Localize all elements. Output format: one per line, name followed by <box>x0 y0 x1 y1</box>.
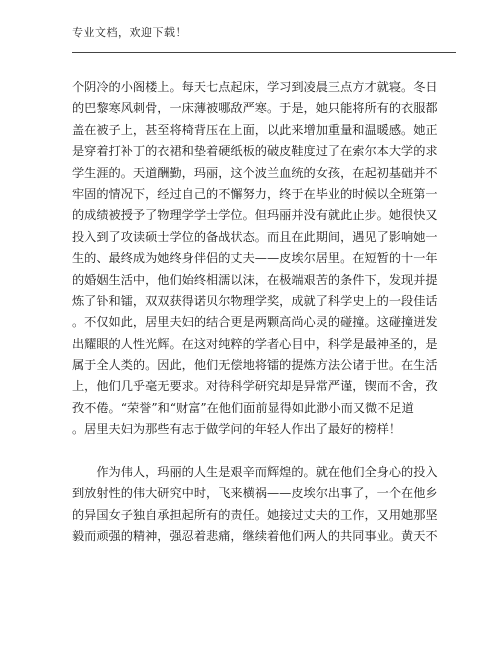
paragraph-1 <box>72 77 460 441</box>
text-line: 的婚姻生活中，他们始终相濡以沫，在极端艰苦的条件下，发现并提 <box>72 272 438 287</box>
text-line: 毅而顽强的精神，强忍着悲痛，继续着他们两人的共同事业。黄天不 <box>72 529 438 544</box>
text-line: 上，他们几乎毫无要求。对待科学研究却是异常严谨，锲而不舍，孜 <box>72 379 438 394</box>
text-line: 盖在被子上，甚至将椅背压在上面，以此来增加重量和温暖感。她正 <box>72 122 438 137</box>
page-header: 专业文档，欢迎下载！ <box>72 26 187 39</box>
text-line: 出耀眼的人性光辉。在这对纯粹的学者心目中，科学是最神圣的，是 <box>72 336 438 351</box>
text-line: 个阴冷的小阁楼上。每天七点起床，学习到凌晨三点方才就寝。冬日 <box>72 80 438 94</box>
document-body <box>72 77 460 548</box>
text-line: 作为伟人，玛丽的人生是艰辛而辉煌的。就在他们全身心的投入 <box>72 465 438 480</box>
text-line: 到放射性的伟大研究中时，飞来横祸——皮埃尔出事了，一个在他乡 <box>72 486 438 501</box>
text-line: 。不仅如此，居里夫妇的结合更是两颗高尚心灵的碰撞。这碰撞迸发 <box>72 315 438 330</box>
text-line: 炼了钋和镭，双双获得诺贝尔物理学奖，成就了科学史上的一段佳话 <box>72 293 438 308</box>
text-line: 是穿着打补丁的衣裙和垫着硬纸板的破皮鞋度过了在索尔本大学的求 <box>72 144 438 159</box>
text-line: 学生涯的。天道酬勤，玛丽，这个波兰血统的女孩，在起初基础并不 <box>72 165 438 180</box>
text-line: 的巴黎寒风刺骨，一床薄被哪敌严寒。于是，她只能将所有的衣服都 <box>72 101 438 116</box>
text-line: 的成绩被授予了物理学学士学位。但玛丽并没有就此止步。她很快又 <box>72 208 438 223</box>
text-line: 牢固的情况下，经过自己的不懈努力，终于在毕业的时候以全班第一 <box>72 186 438 201</box>
text-line: 。居里夫妇为那些有志于做学问的年轻人作出了最好的榜样！ <box>72 422 402 437</box>
paragraph-2 <box>72 462 460 548</box>
paragraph-spacer <box>72 441 460 462</box>
header-divider <box>72 52 456 53</box>
text-line: 属于全人类的。因此，他们无偿地将镭的提炼方法公诸于世。在生活 <box>72 358 438 373</box>
text-line: 的异国女子独自承担起所有的责任。她接过丈夫的工作，又用她那坚 <box>72 507 438 522</box>
text-line: 生的、最终成为她终身伴侣的丈夫——皮埃尔居里。在短暂的十一年 <box>72 251 438 266</box>
text-line: 孜不倦。“荣誉”和“财富”在他们面前显得如此渺小而又微不足道 <box>72 400 414 415</box>
text-line: 投入到了攻读硕士学位的备战状态。而且在此期间，遇见了影响她一 <box>72 229 438 244</box>
